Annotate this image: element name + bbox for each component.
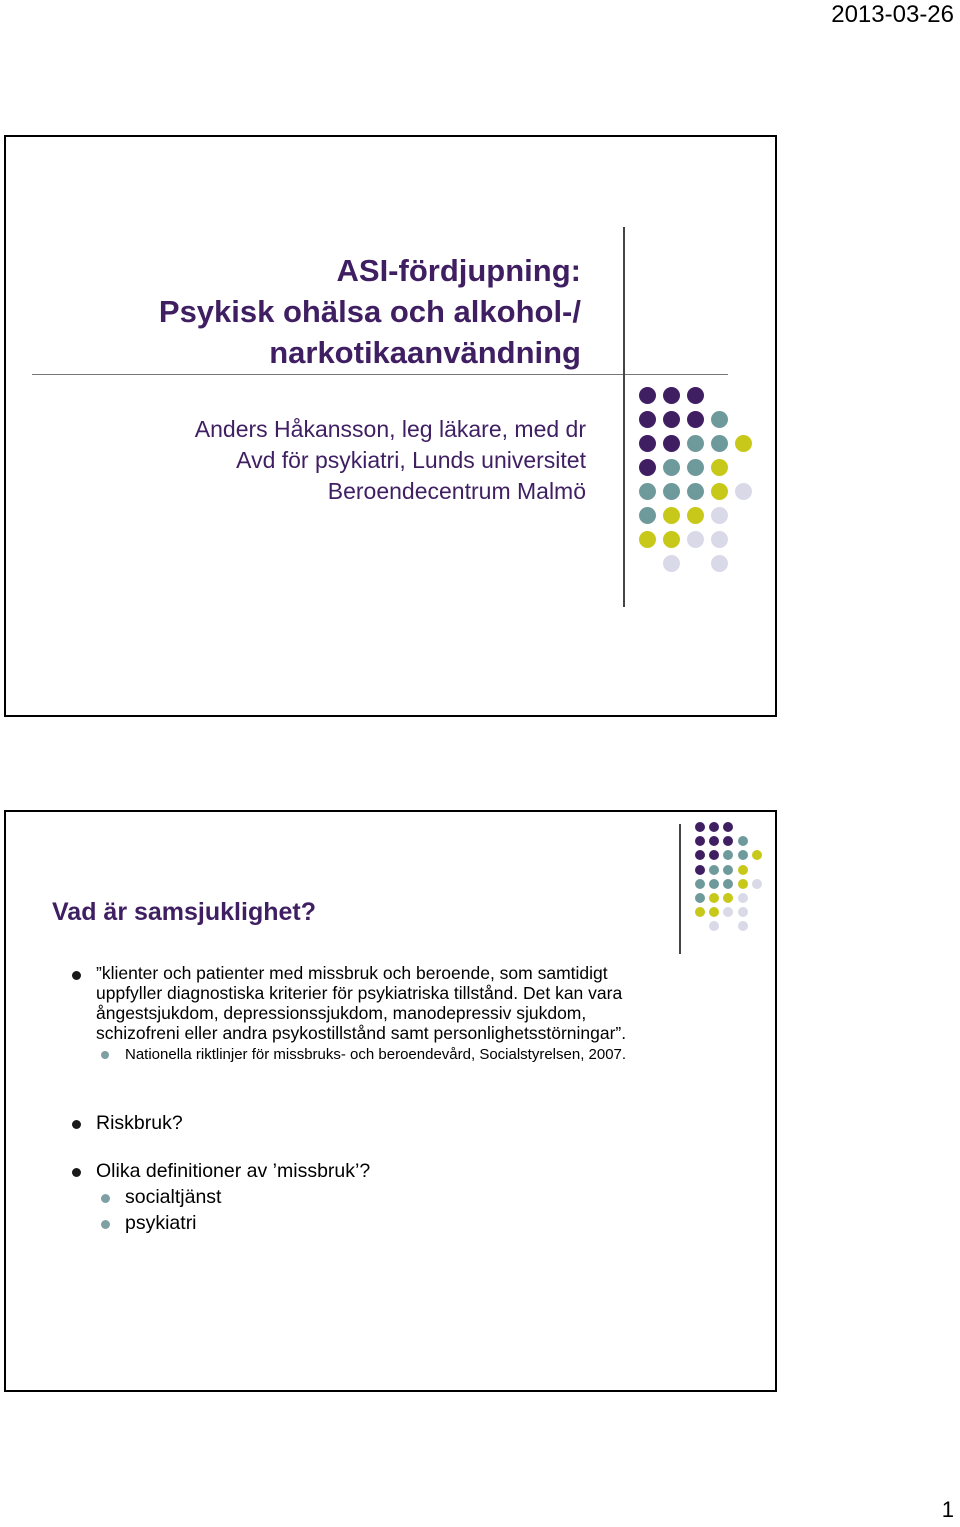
bullet-icon [72, 1168, 81, 1177]
sub-item: socialtjänst [125, 1186, 222, 1208]
decorative-dot [695, 893, 705, 903]
decorative-dot [687, 531, 704, 548]
title-line: narkotikaanvändning [269, 335, 581, 370]
decorative-dot [695, 865, 705, 875]
decorative-dot [711, 531, 728, 548]
decorative-dot [709, 921, 719, 931]
decorative-dot [709, 822, 719, 832]
decorative-dot [738, 850, 748, 860]
decorative-dot [687, 387, 704, 404]
decorative-dot [687, 483, 704, 500]
decorative-dot [695, 822, 705, 832]
decorative-dot [639, 435, 656, 452]
bullet-icon [72, 1120, 81, 1129]
decorative-dot [687, 435, 704, 452]
decorative-dot [723, 836, 733, 846]
decorative-dot [738, 865, 748, 875]
decorative-dot [735, 435, 752, 452]
decorative-dot [711, 507, 728, 524]
decorative-dot [663, 531, 680, 548]
decorative-dot [709, 850, 719, 860]
decorative-dot [639, 531, 656, 548]
decorative-dot [711, 555, 728, 572]
decorative-dot [687, 411, 704, 428]
quote-text [96, 963, 736, 1043]
decorative-dot [735, 483, 752, 500]
bullet-definitions: Olika definitioner av ’missbruk’? [96, 1160, 371, 1182]
decorative-dot [738, 893, 748, 903]
decorative-dot [663, 555, 680, 572]
decorative-dot [695, 836, 705, 846]
slide-title [66, 250, 581, 373]
decorative-dot [709, 879, 719, 889]
decorative-dot [711, 483, 728, 500]
decorative-dot [709, 836, 719, 846]
subtitle-line: Avd för psykiatri, Lunds universitet [236, 447, 586, 473]
decorative-dot [723, 850, 733, 860]
decorative-dot [639, 507, 656, 524]
decorative-dot [709, 907, 719, 917]
decorative-dot [695, 850, 705, 860]
decorative-dot [738, 907, 748, 917]
slide-subtitle [66, 414, 586, 507]
quote-line: schizofreni eller andra psykostillstånd samt personlighetsstörningar”. [96, 1023, 627, 1043]
decorative-dot [695, 907, 705, 917]
decorative-dot [639, 411, 656, 428]
vertical-divider [679, 824, 681, 954]
decorative-dot [663, 507, 680, 524]
quote-source: Nationella riktlinjer för missbruks- och beroendevård, Socialstyrelsen, 2007. [125, 1046, 627, 1063]
subtitle-line: Beroendecentrum Malmö [327, 478, 586, 504]
bullet-riskbruk: Riskbruk? [96, 1112, 183, 1134]
decorative-dot [663, 435, 680, 452]
subtitle-line: Anders Håkansson, leg läkare, med dr [194, 416, 586, 442]
decorative-dot [723, 879, 733, 889]
decorative-dot [752, 879, 762, 889]
decorative-dot [738, 879, 748, 889]
decorative-dot [711, 435, 728, 452]
decorative-dot [723, 865, 733, 875]
decorative-dot [639, 483, 656, 500]
decorative-dot [687, 507, 704, 524]
title-line: ASI-fördjupning: [336, 253, 581, 288]
decorative-dot [709, 893, 719, 903]
decorative-dot [663, 483, 680, 500]
decorative-dot [663, 459, 680, 476]
decorative-dot [723, 822, 733, 832]
decorative-dot [687, 459, 704, 476]
decorative-dot [639, 387, 656, 404]
decorative-dot [695, 879, 705, 889]
decorative-dot [752, 850, 762, 860]
decorative-dot [639, 459, 656, 476]
decorative-dot [663, 387, 680, 404]
title-line: Psykisk ohälsa och alkohol-/ [158, 294, 581, 329]
decorative-dot [723, 907, 733, 917]
decorative-dot [711, 411, 728, 428]
vertical-divider [623, 227, 625, 607]
decorative-dot [723, 893, 733, 903]
page-number: 1 [941, 1497, 954, 1522]
quote-line: ångestsjukdom, depressionssjukdom, manodepressiv sjukdom, [96, 1003, 587, 1023]
bullet-icon [72, 971, 81, 980]
decorative-dot [738, 921, 748, 931]
sub-bullet-icon [101, 1051, 109, 1059]
decorative-dot [663, 411, 680, 428]
page-date: 2013-03-26 [831, 1, 954, 28]
quote-line: uppfyller diagnostiska kriterier för psykiatriska tillstånd. Det kan vara [96, 983, 623, 1003]
sub-bullet-icon [101, 1220, 110, 1229]
decorative-dot [709, 865, 719, 875]
sub-bullet-icon [101, 1194, 110, 1203]
decorative-dot [738, 836, 748, 846]
slide-title: Vad är samsjuklighet? [52, 898, 316, 926]
title-slide [4, 135, 777, 717]
content-slide [4, 810, 777, 1392]
sub-item: psykiatri [125, 1212, 197, 1234]
decorative-dot [711, 459, 728, 476]
quote-line: ”klienter och patienter med missbruk och beroende, som samtidigt [96, 963, 608, 983]
